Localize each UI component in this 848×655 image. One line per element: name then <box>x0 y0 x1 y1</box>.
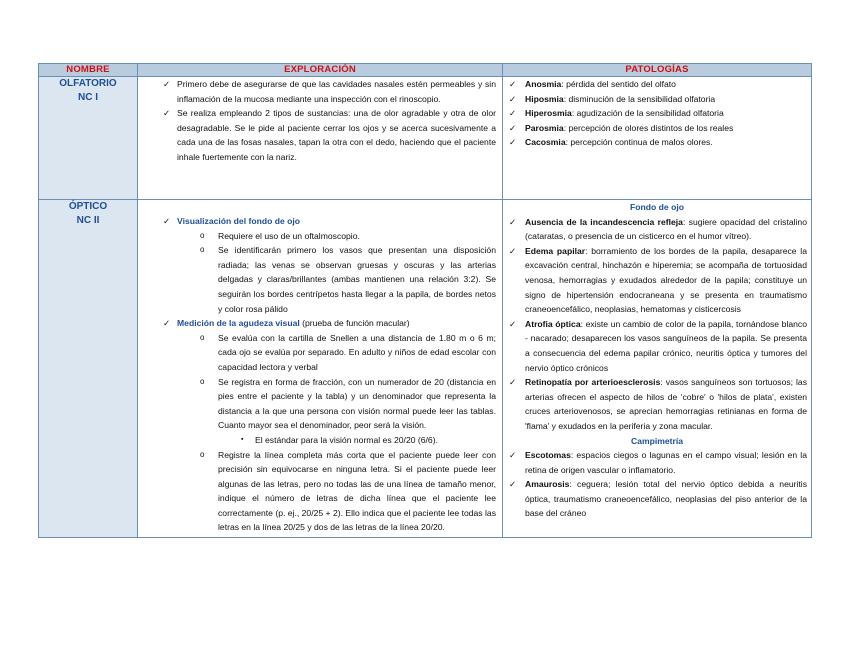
list-item: o Se evalúa con la cartilla de Snellen a una distancia de 1.80 m o 6 m; cada ojo se evalúa por separado. En adulto y niños de edad escolar con capacidad lectora y verbal <box>138 331 502 375</box>
section-heading: ✓ Visualización del fondo de ojo <box>138 214 502 229</box>
table-row-optico <box>39 200 812 538</box>
header-patologias: PATOLOGÍAS <box>503 64 812 77</box>
square-bullet-icon: ▪ <box>241 435 244 443</box>
list-item: ✓ Primero debe de asegurarse de que las cavidades nasales estén permeables y sin inflamación de la mucosa mediante una inspección con el rinoscopio. <box>138 77 502 106</box>
exploracion-cell <box>138 77 503 200</box>
check-icon: ✓ <box>163 108 171 119</box>
header-row <box>39 64 812 77</box>
check-icon: ✓ <box>509 245 517 256</box>
check-icon: ✓ <box>509 108 517 119</box>
check-icon: ✓ <box>509 79 517 89</box>
subsection-title: Campimetría <box>630 435 684 446</box>
list-item: ✓ Edema papilar: borramiento de los bordes de la papila, desaparece la excavación central, hinchazón e hiperemia; se acompaña de tortuosidad venosa, hemorragias y exudados alrededor de la papila; constituye un signo de hipertensión endocraneana y se presenta en traumatismo craneoencefálico, neoplasias, hematomas y cisticercosis <box>503 244 811 317</box>
list-item: ✓ Anosmia: pérdida del sentido del olfato <box>503 77 811 92</box>
list-item: o Se registra en forma de fracción, con un numerador de 20 (distancia en pies entre el paciente y la tabla) y un denominador que representa la distancia a la que una persona con visión normal puede leer las tablas. Cuanto mayor sea el denominador, peor será la visión. <box>138 375 502 433</box>
check-icon: ✓ <box>509 122 517 133</box>
list-item: ✓ Cacosmia: percepción continua de malos olores. <box>503 135 811 150</box>
check-icon: ✓ <box>163 79 171 89</box>
header-nombre: NOMBRE <box>39 64 138 77</box>
nerve-name: OLFATORIO <box>59 78 117 89</box>
check-icon: ✓ <box>163 318 171 329</box>
list-item: o Registre la línea completa más corta que el paciente puede leer con precisión sin equivocarse en ninguna letra. Si el paciente puede leer algunas de las letras, pero no todas las de una línea de tamaño menor, indique el número de letras de dicha línea que el paciente lee correctamente (p. ej., 20/25 + 2). Ello indica que el paciente lee todas las letras en la línea 20/25 y dos de las letras de la línea 20/20. <box>138 448 502 538</box>
table-row-olfatorio <box>39 77 812 200</box>
check-icon: ✓ <box>509 137 517 148</box>
nerve-name-cell <box>39 77 138 200</box>
nerve-name: ÓPTICO <box>68 201 108 212</box>
circle-bullet-icon: o <box>200 449 205 459</box>
exploracion-cell <box>138 200 503 538</box>
list-item: o Se identificarán primero los vasos que presentan una disposición radiada; las venas se observan gruesas y oscuras y las arterias delgadas y claras/brillantes (ambas mantienen una relación 3:2). Se seguirán los bordes centrípetos hasta llegar a la papila, de bordes netos y color rosa pálido <box>138 243 502 316</box>
check-icon: ✓ <box>509 93 517 104</box>
patologias-cell <box>503 77 812 200</box>
list-item: ✓ Hiposmia: disminución de la sensibilidad olfatoria <box>503 92 811 107</box>
check-icon: ✓ <box>509 479 517 490</box>
list-item: ✓ Hiperosmia: agudización de la sensibilidad olfatoria <box>503 106 811 121</box>
list-item: ✓ Se realiza empleando 2 tipos de sustancias: una de olor agradable y otra de olor desagradable. Se le pide al paciente cerrar los ojos y se acerca sucesivamente a cada una de las fosas nasales, tapan la otra con el dedo, haciendo que el paciente inhale fuertemente con la nariz. <box>138 106 502 164</box>
list-item: ✓ Amaurosis: ceguera; lesión total del nervio óptico debida a neuritis óptica, traumatismo craneoencefálico, neoplasias del piso anterior de la base del cráneo <box>503 477 811 521</box>
circle-bullet-icon: o <box>200 332 205 342</box>
nerve-name-cell <box>39 200 138 538</box>
check-icon: ✓ <box>509 450 517 461</box>
nerve-number: NC I <box>78 92 98 103</box>
cranial-nerves-table <box>38 63 812 538</box>
list-item: ▪ El estándar para la visión normal es 20/20 (6/6). <box>138 433 502 448</box>
circle-bullet-icon: o <box>200 376 205 386</box>
list-item: ✓ Retinopatía por arterioesclerosis: vasos sanguíneos son tortuosos; las arterias ofrecen el aspecto de hilos de 'cobre' o 'hilos de plata', existen cruces arteriovenosos, se aprecian hemorragias retinianas en forma de 'flama' y exudados en la periferia y zona macular. <box>503 375 811 433</box>
nerve-number: NC II <box>76 215 100 226</box>
check-icon: ✓ <box>509 377 517 388</box>
list-item: o Requiere el uso de un oftalmoscopio. <box>138 229 502 244</box>
circle-bullet-icon: o <box>200 230 205 240</box>
patologias-cell <box>503 200 812 538</box>
list-item: ✓ Parosmia: percepción de olores distintos de los reales <box>503 121 811 136</box>
list-item: ✓ Escotomas: espacios ciegos o lagunas en el campo visual; lesión en la retina de origen vascular o inflamatorio. <box>503 448 811 477</box>
check-icon: ✓ <box>509 318 517 329</box>
section-heading: ✓ Medición de la agudeza visual (prueba de función macular) <box>138 316 502 331</box>
subsection-title: Fondo de ojo <box>630 202 684 212</box>
check-icon: ✓ <box>509 216 517 227</box>
circle-bullet-icon: o <box>200 245 205 255</box>
check-icon: ✓ <box>163 216 171 226</box>
list-item: ✓ Atrofia óptica: existe un cambio de color de la papila, tornándose blanco - nacarado; desaparecen los vasos sanguíneos de la papila. Se presenta a consecuencia del edema papilar crónico, neuritis óptica y tumores del nervio óptico crónicos <box>503 317 811 375</box>
list-item: ✓ Ausencia de la incandescencia refleja: sugiere opacidad del cristalino (cataratas, o presencia de un cisticerco en el humor vítreo). <box>503 215 811 244</box>
header-exploracion: EXPLORACIÓN <box>138 64 503 77</box>
